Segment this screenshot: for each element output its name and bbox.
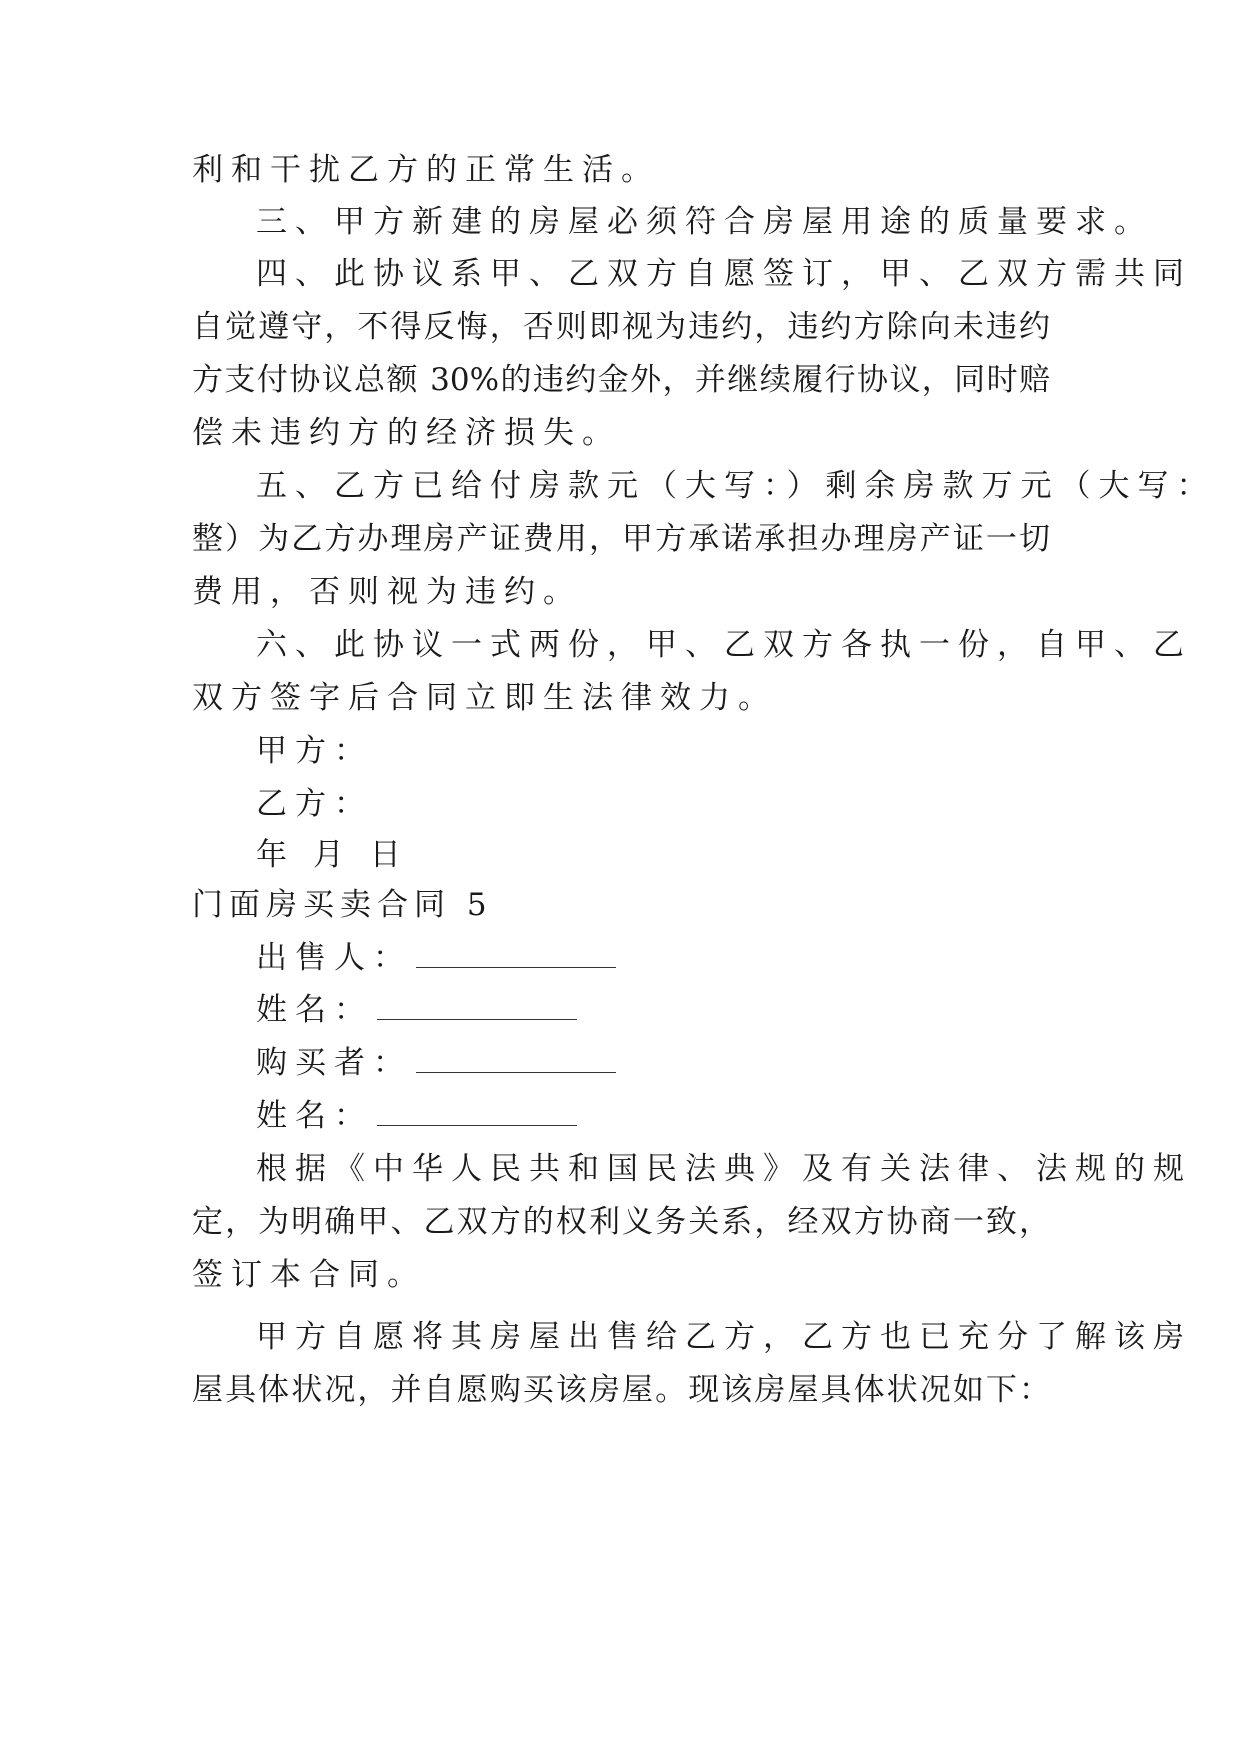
- seller-field: [256, 938, 616, 978]
- party-a-signature-label: 甲方：: [256, 733, 373, 769]
- clause-5-line-2: 整）为乙方办理房产证费用，甲方承诺承担办理房产证一切: [192, 521, 1050, 557]
- party-b-signature-label: 乙方：: [256, 786, 373, 822]
- buyer-name-label: 姓名：: [256, 1098, 373, 1134]
- buyer-blank: [416, 1046, 616, 1073]
- buyer-name-field: [256, 1096, 577, 1136]
- clause-6-line-1: 六、此协议一式两份，甲、乙双方各执一份，自甲、乙: [256, 627, 1192, 663]
- property-intro-line-2: 屋具体状况，并自愿购买该房屋。现该房屋具体状况如下：: [192, 1372, 1050, 1408]
- clause-4-line-4: 偿未违约方的经济损失。: [192, 415, 621, 451]
- date-label: 年 月 日: [256, 837, 409, 873]
- seller-name-label: 姓名：: [256, 992, 373, 1028]
- clause-4-line-1: 四、此协议系甲、乙双方自愿签订，甲、乙双方需共同: [256, 256, 1192, 292]
- preamble-line-3: 签订本合同。: [192, 1257, 426, 1293]
- seller-name-field: [256, 990, 577, 1030]
- seller-name-blank: [377, 993, 577, 1020]
- buyer-field: [256, 1043, 616, 1083]
- buyer-label: 购买者：: [256, 1045, 412, 1081]
- preamble-line-2: 定，为明确甲、乙双方的权利义务关系，经双方协商一致，: [192, 1204, 1050, 1240]
- property-intro-line-1: 甲方自愿将其房屋出售给乙方，乙方也已充分了解该房: [256, 1319, 1192, 1355]
- clause-3: 三、甲方新建的房屋必须符合房屋用途的质量要求。: [256, 204, 1153, 240]
- clause-6-line-2: 双方签字后合同立即生法律效力。: [192, 680, 777, 716]
- seller-blank: [416, 941, 616, 968]
- clause-4-line-3: 方支付协议总额 30%的违约金外，并继续履行协议，同时赔: [192, 362, 1050, 398]
- contract-heading: 门面房买卖合同 5: [192, 887, 493, 923]
- buyer-name-blank: [377, 1099, 577, 1126]
- seller-label: 出售人：: [256, 940, 412, 976]
- clause-5-line-1: 五、乙方已给付房款元（大写：）剩余房款万元（大写：: [256, 468, 1216, 504]
- clause-4-line-2: 自觉遵守，不得反悔，否则即视为违约，违约方除向未违约: [192, 309, 1050, 345]
- text-line: 利和干扰乙方的正常生活。: [192, 152, 660, 188]
- preamble-line-1: 根据《中华人民共和国民法典》及有关法律、法规的规: [256, 1151, 1192, 1187]
- clause-5-line-3: 费用，否则视为违约。: [192, 574, 582, 610]
